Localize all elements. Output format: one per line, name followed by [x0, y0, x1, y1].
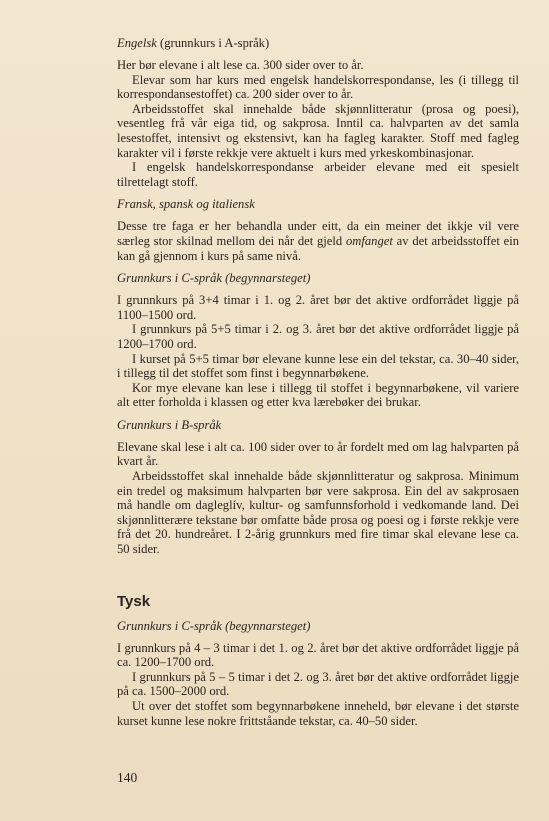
paragraph: I grunnkurs på 5 – 5 timar i det 2. og 3. året bør det aktive ordforrådet liggje på ca. 1500–2000 ord. — [117, 669, 519, 699]
heading-italic: Engelsk — [117, 36, 157, 50]
paragraph-text: av det arbeidsstoffet ein kan gå gjennom i kurs på same nivå. — [117, 233, 519, 263]
paragraph: Kor mye elevane kan lese i tillegg til stoffet i begynnarbøkene, vil variere alt etter forholda i klassen og etter kva lærebøker dei brukar. — [117, 380, 519, 410]
section-heading: Grunnkurs i C-språk (begynnarsteget) — [117, 618, 311, 633]
page-number: 140 — [117, 770, 138, 785]
section-engelsk — [117, 36, 519, 189]
paragraph: I grunnkurs på 5+5 timar i 2. og 3. året bør det aktive ordforrådet liggje på 1200–1700 ord. — [117, 322, 519, 351]
paragraph: Elevane skal lese i alt ca. 100 sider over to år fordelt med om lag halvparten på kvart år. — [117, 439, 519, 469]
section-grunnkurs-c-sprak — [117, 271, 519, 410]
paragraph: I grunnkurs på 4 – 3 timar i det 1. og 2. året bør det aktive ordforrådet liggje på ca. 1200–1700 ord. — [117, 640, 519, 670]
paragraph: I grunnkurs på 3+4 timar i 1. og 2. året bør det aktive ordforrådet liggje på 1100–1500 ord. — [117, 293, 519, 322]
chapter-title: Tysk — [117, 592, 151, 610]
section-fransk-spansk-italiensk — [117, 197, 519, 263]
section-heading: Grunnkurs i B-språk — [117, 417, 222, 432]
section-tysk — [117, 593, 519, 729]
paragraph-emphasis: omfanget — [345, 233, 393, 248]
section-heading — [117, 36, 519, 51]
paragraph: Arbeidsstoffet skal innehalde både skjønnlitteratur og sakprosa. Minimum ein tredel og maksimum halvparten bør vere sakprosa. Ein del av sakprosaen må handle om dagleglív, kultur- og samfunnsforhold i vedkomande land. Dei skjønnlitterære tekstane bør omfatte både prosa og poesi og i første rekkje vere frå det 20. hundreåret. I 2-årig grunnkurs med fire timar skal elevane lese ca. 50 sider. — [117, 469, 519, 557]
section-heading: Grunnkurs i C-språk (begynnarsteget) — [117, 271, 311, 286]
section-grunnkurs-b-sprak — [117, 418, 519, 557]
paragraph: Arbeidsstoffet skal innehalde både skjønnlitteratur (prosa og poesi), vesentleg frå vår eiga tid, og sakprosa. Inntil ca. halvparten av det samla lesestoffet, intensivt og ekstensivt, kan ha fagleg karakter. Stoff med fagleg karakter vil i første rekkje vere aktuelt i kurs med yrkeskombinasjonar. — [117, 101, 519, 160]
paragraph: Elevar som har kurs med engelsk handelskorrespondanse, les (i tillegg til korrespondansestoffet) ca. 200 sider over to år. — [117, 72, 519, 102]
paragraph — [117, 219, 519, 263]
paragraph: I engelsk handelskorrespondanse arbeider elevane med eit spesielt tilrettelagt stoff. — [117, 160, 519, 189]
paragraph-text: Desse tre faga er her behandla under eitt, da ein meiner det ikkje vil vere særleg stor skilnad mellom dei når det gjeld — [117, 219, 519, 248]
paragraph: I kurset på 5+5 timar bør elevane kunne lese ein del tekstar, ca. 30–40 sider, i tillegg til det stoffet som finst i begynnarbøkene. — [117, 351, 519, 381]
heading-plain: (grunnkurs i A-språk) — [156, 36, 270, 50]
paragraph: Her bør elevane i alt lese ca. 300 sider over to år. — [117, 58, 364, 72]
section-heading: Fransk, spansk og italiensk — [117, 197, 255, 212]
paragraph: Ut over det stoffet som begynnarbøkene inneheld, bør elevane i det største kurset kunne lese nokre frittståande tekstar, ca. 40–50 sider. — [117, 699, 519, 728]
